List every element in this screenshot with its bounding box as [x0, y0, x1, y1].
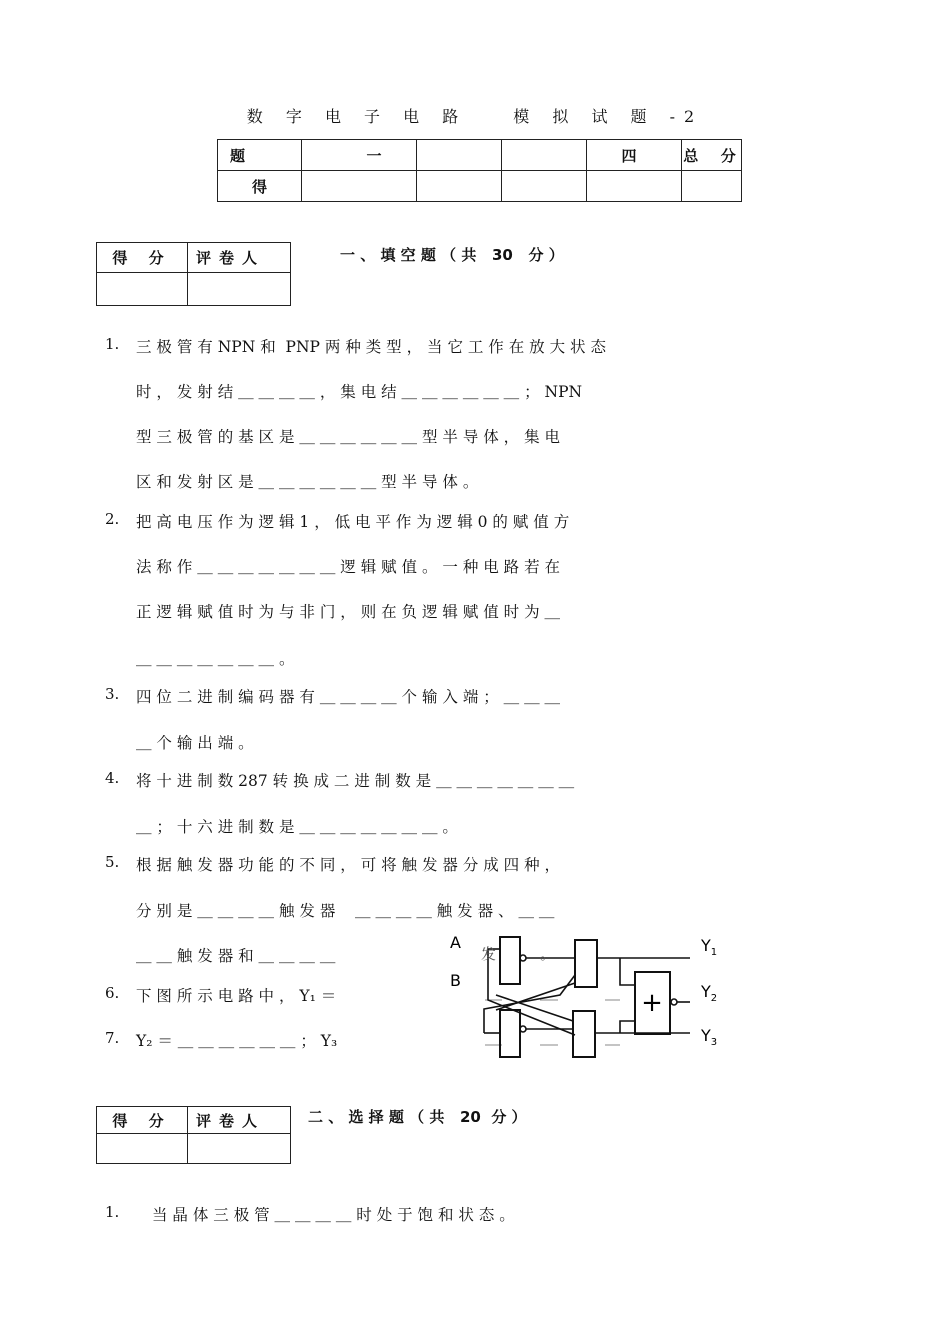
nand-gate-2	[500, 1010, 520, 1057]
question-line: 下 图 所 示 电 路 中 ， Y₁ ＝	[136, 987, 337, 1005]
xnor-symbol: +	[641, 988, 663, 1018]
question-line: 型 三 极 管 的 基 区 是 ＿ ＿ ＿ ＿ ＿ ＿ 型 半 导 体 ， 集 电	[136, 428, 561, 446]
partial-text: 发	[481, 945, 497, 963]
question-line: ＿ ＿ ＿ ＿ ＿ ＿ ＿ 。	[136, 650, 295, 668]
question-number: 4.	[105, 769, 120, 787]
grader-name-label: 评卷人	[188, 243, 291, 273]
score-table	[217, 139, 742, 202]
input-label-a: A	[450, 933, 461, 952]
output-label-y3: $Y_3$	[701, 1026, 718, 1048]
question-line: 三 极 管 有 NPN 和 PNP 两 种 类 型 ， 当 它 工 作 在 放 大 状 态	[136, 338, 606, 356]
question-line: ＿ ＿ 触 发 器 和 ＿ ＿ ＿ ＿	[136, 947, 336, 965]
logic-circuit-diagram	[440, 925, 740, 1070]
score-cell	[502, 171, 587, 202]
score-cell: 得	[218, 171, 302, 202]
question-number: 6.	[105, 984, 120, 1002]
grader-name-label: 评卷人	[188, 1107, 291, 1134]
question-line: 分 别 是 ＿ ＿ ＿ ＿ 触 发 器 ＿ ＿ ＿ ＿ 触 发 器 、 ＿ ＿	[136, 902, 555, 920]
question-line: 将 十 进 制 数 287 转 换 成 二 进 制 数 是 ＿ ＿ ＿ ＿ ＿ ＿ ＿	[136, 772, 575, 790]
output-label-y2: $Y_2$	[701, 982, 718, 1004]
score-cell	[502, 140, 587, 171]
inverter-bubble	[671, 999, 677, 1005]
score-cell	[302, 171, 417, 202]
score-cell	[417, 140, 502, 171]
question-line: 时 ， 发 射 结 ＿ ＿ ＿ ＿ ， 集 电 结 ＿ ＿ ＿ ＿ ＿ ＿ ； NPN	[136, 383, 583, 401]
title-sub: 模 拟 试 题 -2	[513, 107, 704, 126]
score-cell: 四	[587, 140, 682, 171]
question-line: 正 逻 辑 赋 值 时 为 与 非 门 ， 则 在 负 逻 辑 赋 值 时 为 ＿	[136, 603, 561, 621]
score-table-header-row	[218, 140, 742, 171]
grader-score-label: 得 分	[97, 243, 188, 273]
title-main: 数 字 电 子 电 路	[246, 107, 468, 126]
question-line: Y₂ ＝ ＿ ＿ ＿ ＿ ＿ ＿ ； Y₃	[136, 1032, 338, 1050]
question-line: 把 高 电 压 作 为 逻 辑 1 ， 低 电 平 作 为 逻 辑 0 的 赋 值 方	[136, 513, 570, 531]
question-number: 7.	[105, 1029, 120, 1047]
nand-gate-1	[500, 937, 520, 984]
score-table-score-row	[218, 171, 742, 202]
score-cell	[417, 171, 502, 202]
score-cell: 总 分	[682, 140, 742, 171]
output-label-y1: $Y_1$	[701, 936, 718, 958]
question-number: 2.	[105, 510, 120, 528]
question-line: ＿ ； 十 六 进 制 数 是 ＿ ＿ ＿ ＿ ＿ ＿ ＿ 。	[136, 818, 458, 836]
question-number: 5.	[105, 853, 120, 871]
grader-name-field[interactable]	[188, 1134, 291, 1164]
partial-text: 。	[540, 945, 556, 963]
score-cell	[682, 171, 742, 202]
score-cell: 题	[218, 140, 302, 171]
score-cell	[587, 171, 682, 202]
grader-box-2	[96, 1106, 291, 1164]
grader-score-label: 得 分	[97, 1107, 188, 1134]
grader-name-field[interactable]	[188, 273, 291, 306]
input-label-b: B	[450, 971, 461, 990]
and-gate-2	[573, 1011, 595, 1057]
grader-score-field[interactable]	[97, 273, 188, 306]
grader-score-field[interactable]	[97, 1134, 188, 1164]
and-gate-1	[575, 940, 597, 987]
grader-box-1	[96, 242, 291, 306]
exam-title	[0, 104, 950, 127]
question-number: 1.	[105, 335, 120, 353]
question-number: 1.	[105, 1203, 120, 1221]
question-line: 根 据 触 发 器 功 能 的 不 同 ， 可 将 触 发 器 分 成 四 种 ，	[136, 856, 561, 874]
section-1-heading: 一 、 填 空 题 （ 共 30 分 ）	[340, 246, 564, 264]
question-number: 3.	[105, 685, 120, 703]
score-cell: 一	[302, 140, 417, 171]
question-line: ＿ 个 输 出 端 。	[136, 734, 254, 752]
question-line: 四 位 二 进 制 编 码 器 有 ＿ ＿ ＿ ＿ 个 输 入 端 ； ＿ ＿ ＿	[136, 688, 561, 706]
section-2-heading: 二 、 选 择 题 （ 共 20 分 ）	[308, 1108, 527, 1126]
question-line: 区 和 发 射 区 是 ＿ ＿ ＿ ＿ ＿ ＿ 型 半 导 体 。	[136, 473, 479, 491]
question-line: 法 称 作 ＿ ＿ ＿ ＿ ＿ ＿ ＿ 逻 辑 赋 值 。 一 种 电 路 若 在	[136, 558, 561, 576]
question-line: 当 晶 体 三 极 管 ＿ ＿ ＿ ＿ 时 处 于 饱 和 状 态 。	[152, 1206, 515, 1224]
